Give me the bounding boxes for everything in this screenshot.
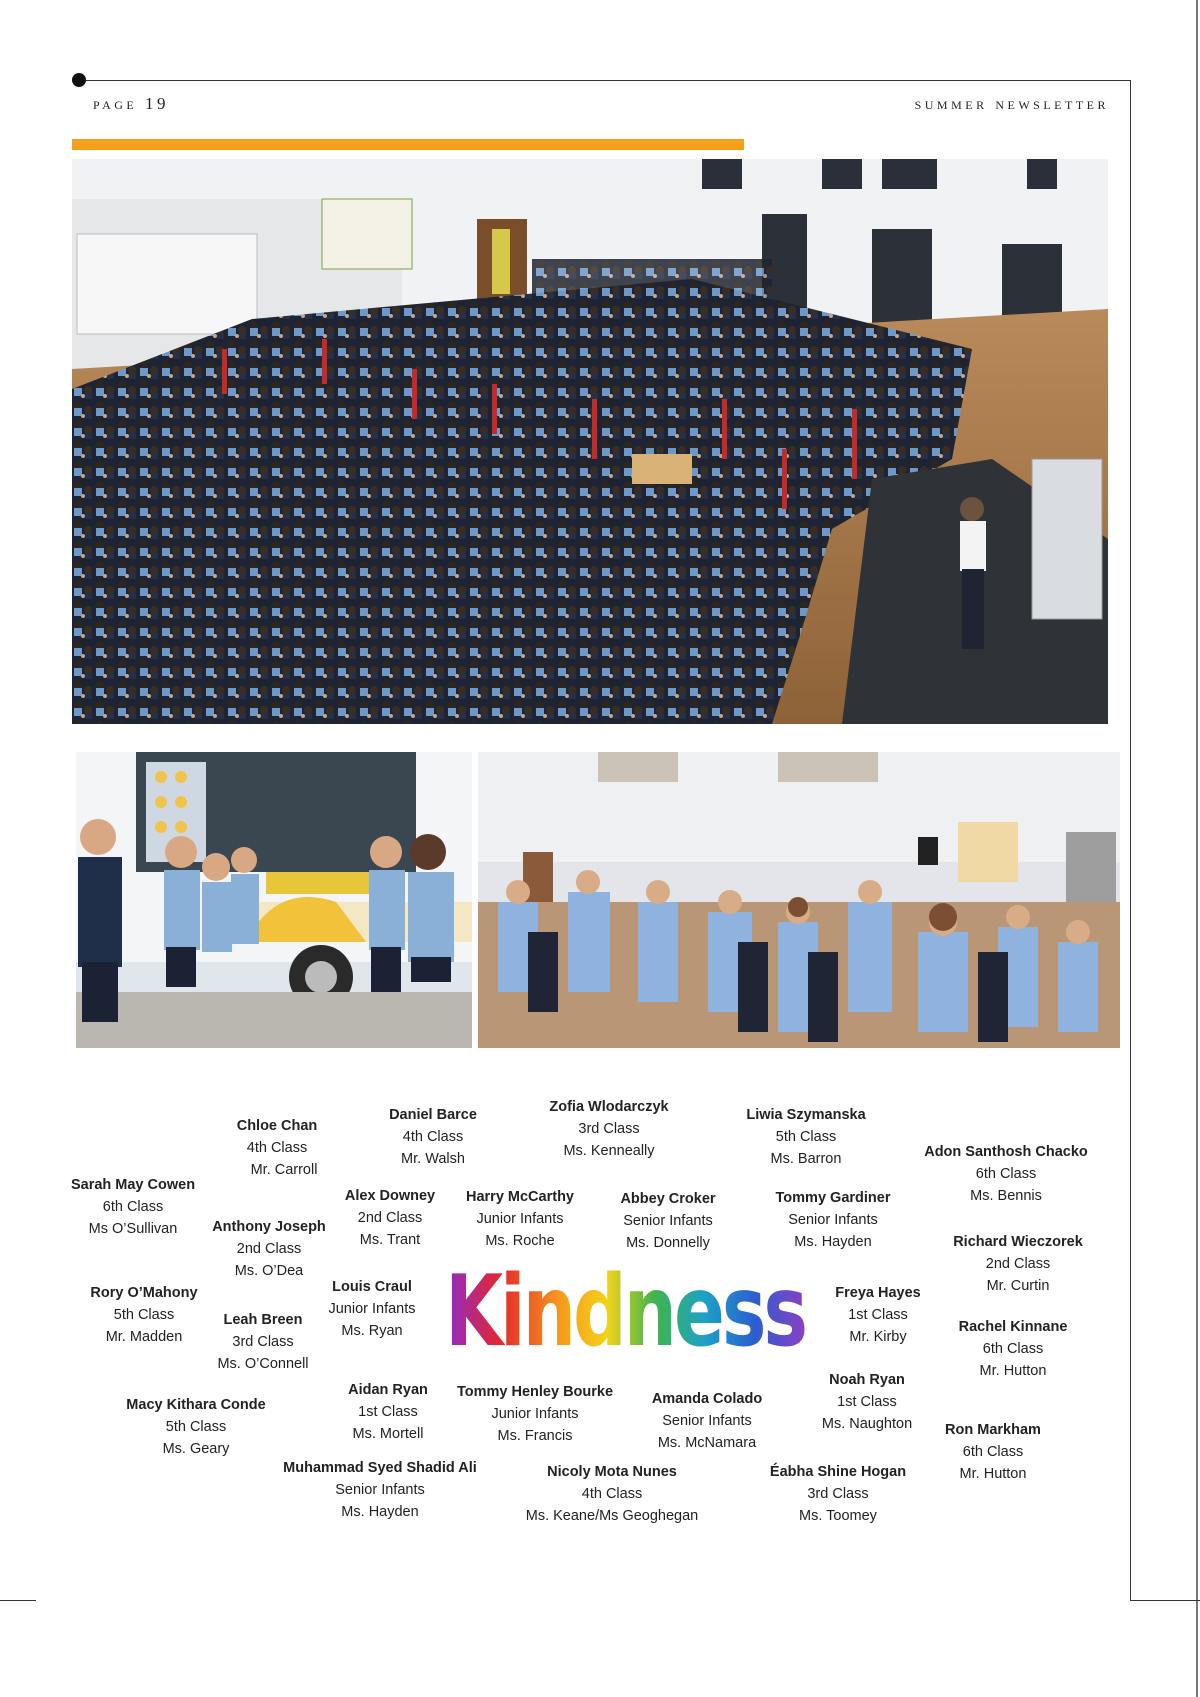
ice-cream-van-photo: [76, 752, 472, 1048]
left-bottom-rule: [0, 1600, 36, 1601]
student-name: Amanda Colado: [651, 1391, 763, 1407]
student-class: 6th Class: [102, 1199, 164, 1215]
student-teacher: Mr. Curtin: [986, 1278, 1050, 1294]
student-class: 6th Class: [975, 1166, 1037, 1182]
student-name: Zofia Wlodarczyk: [549, 1099, 669, 1115]
header-bullet-dot: [72, 73, 86, 87]
award-chloe-chan: [237, 1115, 318, 1181]
student-name: Sarah May Cowen: [70, 1177, 196, 1193]
student-name: Rachel Kinnane: [958, 1319, 1068, 1335]
student-name: Alex Downey: [344, 1188, 436, 1204]
student-name: Richard Wieczorek: [953, 1234, 1083, 1250]
award-leah-breen: [217, 1309, 308, 1375]
student-teacher: Mr. Kirby: [849, 1329, 907, 1345]
award-tommy-gardiner: [776, 1187, 891, 1253]
student-teacher: Ms. Francis: [497, 1428, 573, 1444]
student-teacher: Ms. O’Connell: [217, 1356, 309, 1372]
award-tommy-henley-bourke: [457, 1381, 613, 1447]
student-name: Nicoly Mota Nunes: [547, 1464, 677, 1480]
student-name: Adon Santhosh Chacko: [924, 1144, 1088, 1160]
student-teacher: Mr. Madden: [105, 1329, 183, 1345]
award-liwia-szymanska: [746, 1104, 865, 1170]
student-teacher: Mr. Carroll: [250, 1162, 318, 1178]
student-teacher: Mr. Walsh: [401, 1151, 465, 1167]
award-alex-downey: [345, 1185, 435, 1251]
page-edge-line: [1196, 0, 1198, 1697]
student-teacher: Ms. Donnelly: [626, 1235, 710, 1251]
student-class: 3rd Class: [232, 1334, 294, 1350]
student-name: Éabha Shine Hogan: [769, 1464, 907, 1480]
award-noah-ryan: [822, 1369, 912, 1435]
student-teacher: Ms. Naughton: [821, 1416, 913, 1432]
student-class: 1st Class: [848, 1307, 908, 1323]
assembly-hall-photo: [72, 159, 1108, 724]
student-teacher: Ms. Geary: [162, 1441, 230, 1457]
student-class: Junior Infants: [476, 1211, 564, 1227]
student-class: 5th Class: [165, 1419, 227, 1435]
accent-bar: [72, 139, 744, 150]
student-teacher: Ms. Barron: [770, 1151, 842, 1167]
student-teacher: Ms. Hayden: [794, 1234, 872, 1250]
award-adon-santhosh-chacko: [924, 1141, 1088, 1207]
student-class: 6th Class: [982, 1341, 1044, 1357]
student-class: Senior Infants: [662, 1413, 752, 1429]
award-harry-mccarthy: [466, 1186, 574, 1252]
award-abbey-croker: [620, 1188, 715, 1254]
student-name: Tommy Henley Bourke: [456, 1384, 614, 1400]
student-class: 4th Class: [402, 1129, 464, 1145]
right-border-rule: [1130, 80, 1131, 1600]
award-anthony-joseph: [212, 1216, 326, 1282]
student-class: 4th Class: [581, 1486, 643, 1502]
student-class: Junior Infants: [491, 1406, 579, 1422]
student-class: 2nd Class: [357, 1210, 423, 1226]
student-teacher: Ms. Mortell: [352, 1426, 424, 1442]
student-name: Freya Hayes: [835, 1285, 921, 1301]
student-name: Abbey Croker: [620, 1191, 716, 1207]
student-teacher: Mr. Hutton: [959, 1466, 1027, 1482]
student-name: Chloe Chan: [236, 1118, 318, 1134]
student-name: Ron Markham: [945, 1422, 1041, 1438]
student-teacher: Ms. Bennis: [970, 1188, 1042, 1204]
student-class: 6th Class: [962, 1444, 1024, 1460]
kindness-word-text: Kindness: [445, 1255, 805, 1369]
award-ron-markham: [945, 1419, 1041, 1485]
student-class: 1st Class: [358, 1404, 418, 1420]
student-teacher: Ms. Keane/Ms Geoghegan: [525, 1508, 699, 1524]
dancing-hall-photo: [478, 752, 1120, 1048]
student-teacher: Ms. Trant: [359, 1232, 421, 1248]
student-class: 5th Class: [113, 1307, 175, 1323]
student-name: Daniel Barce: [389, 1107, 477, 1123]
student-name: Aidan Ryan: [348, 1382, 428, 1398]
student-teacher: Ms O’Sullivan: [88, 1221, 178, 1237]
student-teacher: Ms. Kenneally: [563, 1143, 655, 1159]
award-zofia-wlodarczyk: [549, 1096, 668, 1162]
newsletter-title: summer newsletter: [914, 94, 1109, 113]
student-name: Leah Breen: [223, 1312, 303, 1328]
student-class: Senior Infants: [335, 1482, 425, 1498]
student-class: 5th Class: [775, 1129, 837, 1145]
award-louis-craul: [328, 1276, 415, 1342]
student-class: Junior Infants: [328, 1301, 416, 1317]
student-class: 3rd Class: [807, 1486, 869, 1502]
student-name: Muhammad Syed Shadid Ali: [283, 1460, 477, 1476]
student-teacher: Ms. Toomey: [799, 1508, 877, 1524]
award-sarah-may-cowen: [71, 1174, 195, 1240]
student-class: 4th Class: [246, 1140, 308, 1156]
student-teacher: Mr. Hutton: [979, 1363, 1047, 1379]
student-name: Macy Kithara Conde: [126, 1397, 266, 1413]
student-name: Tommy Gardiner: [775, 1190, 891, 1206]
student-class: 2nd Class: [985, 1256, 1051, 1272]
award-richard-wieczorek: [953, 1231, 1083, 1297]
student-teacher: Ms. McNamara: [657, 1435, 757, 1451]
award-muhammad-syed-shadid-ali: [283, 1457, 477, 1523]
award-eabha-shine-hogan: [770, 1461, 906, 1527]
award-amanda-colado: [652, 1388, 762, 1454]
award-macy-kithara-conde: [126, 1394, 265, 1460]
student-class: Senior Infants: [623, 1213, 713, 1229]
student-teacher: Ms. O’Dea: [234, 1263, 304, 1279]
kindness-word-art: [440, 1240, 810, 1370]
award-aidan-ryan: [348, 1379, 428, 1445]
page-number: page 19: [93, 94, 169, 113]
student-teacher: Ms. Hayden: [341, 1504, 419, 1520]
student-name: Harry McCarthy: [466, 1189, 574, 1205]
award-rory-omahony: [90, 1282, 197, 1348]
student-name: Noah Ryan: [829, 1372, 905, 1388]
student-teacher: Ms. Ryan: [341, 1323, 403, 1339]
student-name: Liwia Szymanska: [746, 1107, 866, 1123]
right-bottom-rule: [1130, 1600, 1200, 1601]
student-class: Senior Infants: [788, 1212, 878, 1228]
award-daniel-barce: [389, 1104, 477, 1170]
student-class: 2nd Class: [236, 1241, 302, 1257]
student-class: 1st Class: [837, 1394, 897, 1410]
student-teacher: Ms. Roche: [485, 1233, 555, 1249]
student-name: Louis Craul: [332, 1279, 412, 1295]
award-nicoly-mota-nunes: [526, 1461, 699, 1527]
student-name: Rory O’Mahony: [90, 1285, 198, 1301]
student-name: Anthony Joseph: [212, 1219, 326, 1235]
award-freya-hayes: [835, 1282, 920, 1348]
header-rule: [80, 80, 1130, 81]
student-class: 3rd Class: [578, 1121, 640, 1137]
award-rachel-kinnane: [959, 1316, 1068, 1382]
